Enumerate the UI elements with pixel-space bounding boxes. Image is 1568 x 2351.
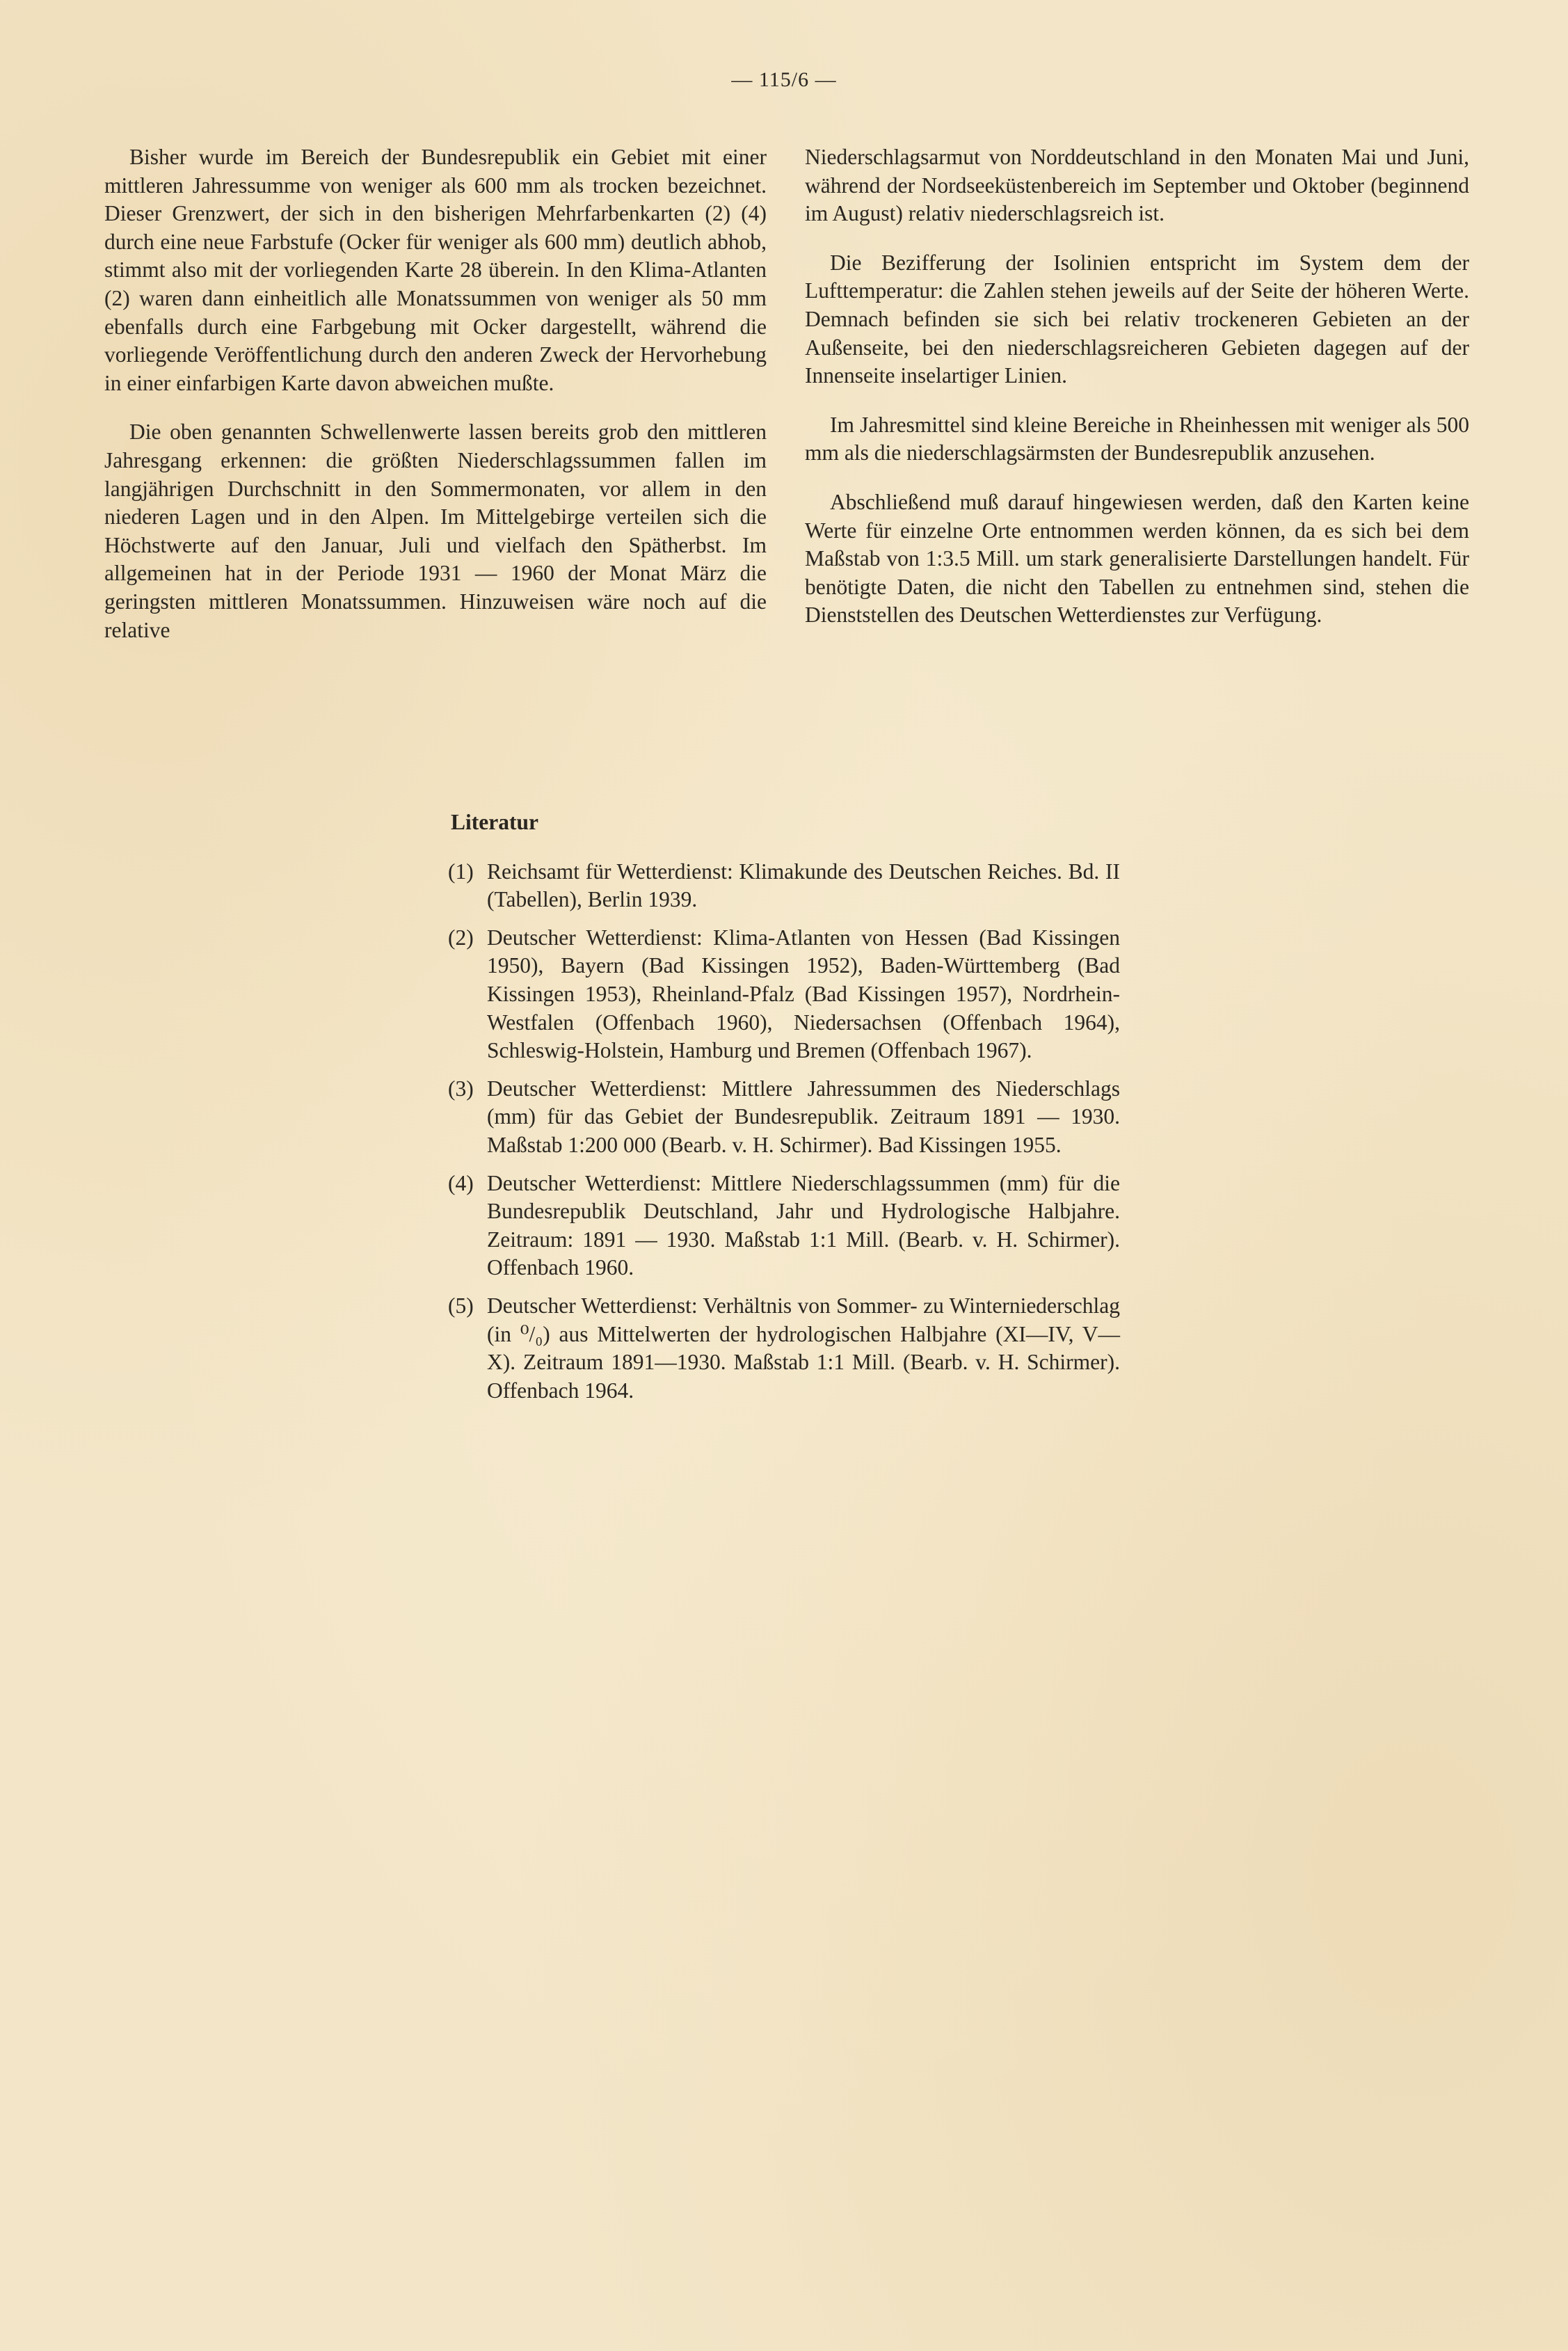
right-column	[805, 143, 1469, 651]
reference-item	[448, 924, 1120, 1065]
reference-number: (2)	[448, 925, 474, 950]
reference-number: (3)	[448, 1076, 474, 1101]
page-number: — 115/6 —	[731, 68, 837, 91]
reference-item	[448, 858, 1120, 914]
reference-item	[448, 1170, 1120, 1282]
reference-number: (1)	[448, 859, 474, 884]
reference-number: (5)	[448, 1293, 474, 1318]
reference-text: Reichsamt für Wetterdienst: Klimakunde des Deutschen Reiches. Bd. II (Tabellen), Berlin 1939.	[487, 859, 1120, 912]
left-column	[104, 143, 767, 665]
reference-text: Deutscher Wetterdienst: Mittlere Jahressummen des Niederschlags (mm) für das Gebiet der Bundesrepublik. Zeitraum 1891 — 1930. Maßstab 1:200 000 (Bearb. v. H. Schirmer). Bad Kissingen 1955.	[487, 1076, 1120, 1157]
paragraph: Im Jahresmittel sind kleine Bereiche in Rheinhessen mit weniger als 500 mm als die niederschlagsärmsten der Bundesrepublik anzusehen.	[805, 412, 1469, 465]
reference-item	[448, 1075, 1120, 1160]
paragraph: Die oben genannten Schwellenwerte lassen bereits grob den mittleren Jahresgang erkennen: die größten Niederschlagssummen fallen im langjährigen Durchschnitt in den Sommermonaten, vor allem in den niederen Lagen und in den Alpen. Im Mittelgebirge verteilen sich die Höchstwerte auf den Januar, Juli und vielfach den Spätherbst. Im allgemeinen hat in der Periode 1931 — 1960 der Monat März die geringsten mittleren Monatssummen. Hinzuweisen wäre noch auf die relative	[104, 420, 767, 642]
paragraph: Abschließend muß darauf hingewiesen werden, daß den Karten keine Werte für einzelne Orte entnommen werden können, da es sich bei dem Maßstab von 1:3.5 Mill. um stark generalisierte Darstellungen handelt. Für benötigte Daten, die nicht den Tabellen zu entnehmen sind, stehen die Dienststellen des Deutschen Wetterdienstes zur Verfügung.	[805, 489, 1469, 628]
paragraph: Niederschlagsarmut von Norddeutschland in den Monaten Mai und Juni, während der Nordseeküstenbereich im September und Oktober (beginnend im August) relativ niederschlagsreich ist.	[805, 145, 1469, 226]
reference-text: Deutscher Wetterdienst: Verhältnis von Sommer- zu Winterniederschlag (in ⁰/₀) aus Mittelwerten der hydrologischen Halbjahre (XI—IV, V—X). Zeitraum 1891—1930. Maßstab 1:1 Mill. (Bearb. v. H. Schirmer). Offenbach 1964.	[487, 1293, 1120, 1403]
reference-text: Deutscher Wetterdienst: Klima-Atlanten von Hessen (Bad Kissingen 1950), Bayern (Bad Kissingen 1952), Baden-Württemberg (Bad Kissingen 1953), Rheinland-Pfalz (Bad Kissingen 1957), Nordrhein-Westfalen (Offenbach 1960), Niedersachsen (Offenbach 1964), Schleswig-Holstein, Hamburg und Bremen (Offenbach 1967).	[487, 925, 1120, 1063]
literature-section	[448, 808, 1120, 1414]
paragraph: Die Bezifferung der Isolinien entspricht im System dem der Lufttemperatur: die Zahlen stehen jeweils auf der Seite der höheren Werte. Demnach befinden sie sich bei relativ trockeneren Gebieten an der Außenseite, bei den niederschlagsreicheren Gebieten dagegen auf der Innenseite inselartiger Linien.	[805, 250, 1469, 388]
reference-number: (4)	[448, 1170, 474, 1195]
literature-heading: Literatur	[451, 810, 538, 834]
reference-text: Deutscher Wetterdienst: Mittlere Niederschlagssummen (mm) für die Bundesrepublik Deutschland, Jahr und Hydrologische Halbjahre. Zeitraum: 1891 — 1930. Maßstab 1:1 Mill. (Bearb. v. H. Schirmer). Offenbach 1960.	[487, 1170, 1120, 1280]
paragraph: Bisher wurde im Bereich der Bundesrepublik ein Gebiet mit einer mittleren Jahressumme von weniger als 600 mm als trocken bezeichnet. Dieser Grenzwert, der sich in den bisherigen Mehrfarbenkarten (2) (4) durch eine neue Farbstufe (Ocker für weniger als 600 mm) deutlich abhob, stimmt also mit der vorliegenden Karte 28 überein. In den Klima-Atlanten (2) waren dann einheitlich alle Monatssummen von weniger als 50 mm ebenfalls durch eine Farbgebung mit Ocker dargestellt, während die vorliegende Veröffentlichung durch den anderen Zweck der Hervorhebung in einer einfarbigen Karte davon abweichen mußte.	[104, 145, 767, 395]
reference-item	[448, 1292, 1120, 1405]
